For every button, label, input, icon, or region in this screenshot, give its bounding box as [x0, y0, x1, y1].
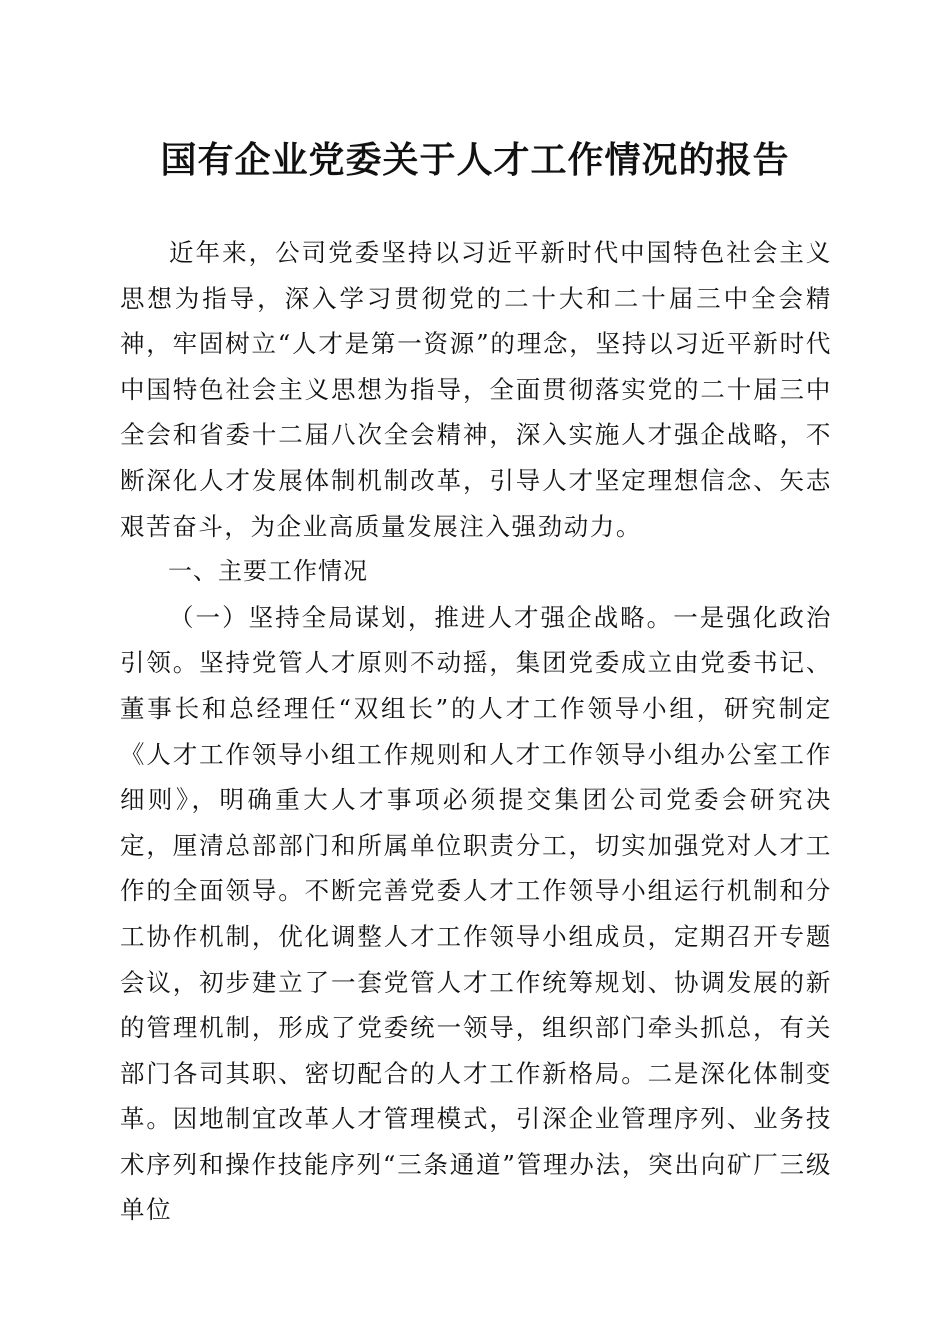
section-heading: 一、主要工作情况 [168, 557, 368, 586]
section-paragraph: （一）坚持全局谋划，推进人才强企战略。一是强化政治引领。坚持党管人才原则不动摇，集团党委成立由党委书记、董事长和总经理任“双组长”的人才工作领导小组，研究制定《人才工作领导小组工作规则和人才工作领导小组办公室工作细则》，明确重大人才事项必须提交集团公司党委会研究决定，厘清总部部门和所属单位职责分工，切实加强党对人才工作的全面领导。不断完善党委人才工作领导小组运行机制和分工协作机制，优化调整人才工作领导小组成员，定期召开专题会议，初步建立了一套党管人才工作统筹规划、协调发展的新的管理机制，形成了党委统一领导，组织部门牵头抓总，有关部门各司其职、密切配合的人才工作新格局。二是深化体制变革。因地制宜改革人才管理模式，引深企业管理序列、业务技术序列和操作技能序列“三条通道”管理办法，突出向矿厂三级单位 [120, 602, 832, 1225]
document-title: 国有企业党委关于人才工作情况的报告 [160, 139, 790, 181]
intro-paragraph: 近年来，公司党委坚持以习近平新时代中国特色社会主义思想为指导，深入学习贯彻党的二十大和二十届三中全会精神，牢固树立“人才是第一资源”的理念，坚持以习近平新时代中国特色社会主义思想为指导，全面贯彻落实党的二十届三中全会和省委十二届八次全会精神，深入实施人才强企战略，不断深化人才发展体制机制改革，引导人才坚定理想信念、矢志艰苦奋斗，为企业高质量发展注入强劲动力。 [120, 238, 832, 541]
document-body [120, 230, 832, 1233]
